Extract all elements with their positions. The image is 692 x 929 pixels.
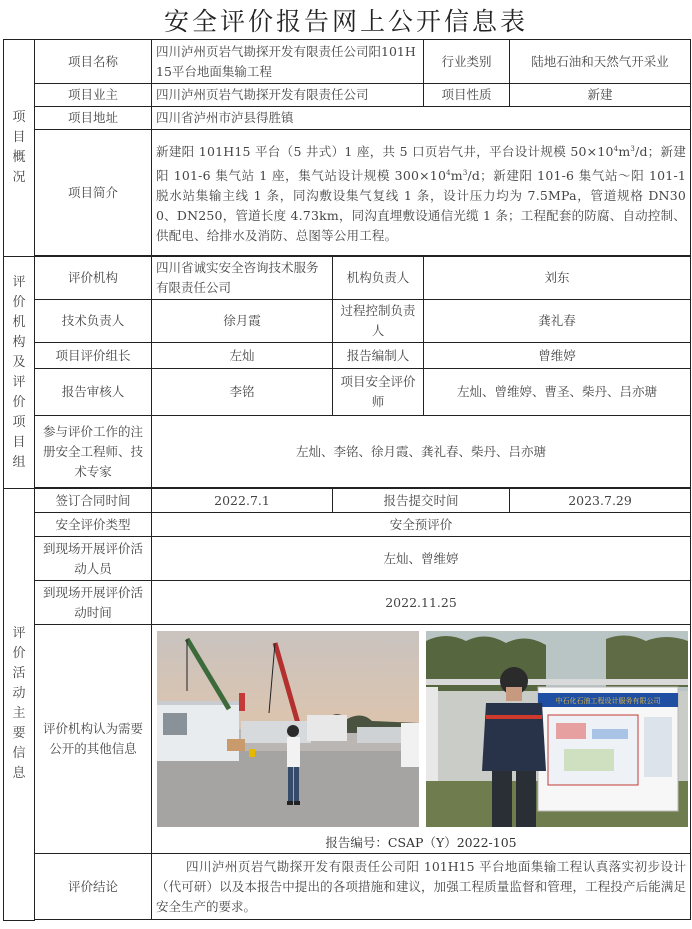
project-name: 四川泸州页岩气勘探开发有限责任公司阳101H15平台地面集输工程 [152,40,424,84]
project-name-label: 项目名称 [35,40,152,84]
intro-label: 项目简介 [35,130,152,256]
section-agency: 评价机构及评价项目组 [4,257,35,489]
staff-value: 左灿、曾维婷 [152,537,691,581]
section-overview: 项目概况 [4,40,35,257]
submit-label: 报告提交时间 [333,489,510,513]
site-photo-1 [157,631,419,827]
other-info-label: 评价机构认为需要公开的其他信息 [35,625,152,854]
type-label: 安全评价类型 [35,513,152,537]
site-photo-2 [426,631,688,827]
head-value: 刘东 [424,257,691,300]
industry-label: 行业类别 [424,40,510,84]
tech-label: 技术负责人 [35,300,152,343]
time-value: 2022.11.25 [152,581,691,625]
page-title: 安全评价报告网上公开信息表 [163,7,528,36]
report-number: 报告编号：CSAP（Y）2022-105 [325,835,517,850]
contract-date: 2022.7.1 [152,489,333,513]
project-intro: 新建阳 101H15 平台（5 井式）1 座，共 5 口页岩气井，平台设计规模 $50\times 10^4m^3/d$；新建阳 101-6 集气站 1 座，集气站设计规模 $300\times 10^4m^3/d$；新建阳 101-6 集气站～阳 101-1 脱水站集输主线 1 条，同沟敷设集气复线 1 条，设计压力均为 7.5MPa，管道规格 DN300、DN250，管道长度 4.73km，同沟直埋敷设通信光缆 1 条；工程配套的防腐、自动控制、供配电、给排水及消防、总图等公用工程。 [152,130,691,256]
other-info-cell [152,625,691,854]
assessors-label: 项目安全评价师 [333,369,424,416]
owner-label: 项目业主 [35,84,152,107]
nature-value: 新建 [510,84,691,107]
info-table [3,39,691,921]
industry-value: 陆地石油和天然气开采业 [510,40,691,84]
experts-value: 左灿、李铭、徐月霞、龚礼春、柴丹、吕亦瑭 [152,416,691,488]
svg-text:中石化石油工程设计服务有限公司: 中石化石油工程设计服务有限公司 [555,697,661,705]
writer-value: 曾维婷 [424,343,691,369]
reviewer-label: 报告审核人 [35,369,152,416]
leader-label: 项目评价组长 [35,343,152,369]
experts-label: 参与评价工作的注册安全工程师、技术专家 [35,416,152,488]
address-label: 项目地址 [35,107,152,130]
section-activities: 评价活动主要信息 [4,489,35,921]
owner-value: 四川泸州页岩气勘探开发有限责任公司 [152,84,424,107]
process-value: 龚礼春 [424,300,691,343]
assessors-value: 左灿、曾维婷、曹圣、柴丹、吕亦瑭 [424,369,691,416]
org-value: 四川省诚实安全咨询技术服务有限责任公司 [152,257,333,300]
conclusion-label: 评价结论 [35,854,152,920]
leader-value: 左灿 [152,343,333,369]
nature-label: 项目性质 [424,84,510,107]
org-label: 评价机构 [35,257,152,300]
time-label: 到现场开展评价活动时间 [35,581,152,625]
writer-label: 报告编制人 [333,343,424,369]
reviewer-value: 李铭 [152,369,333,416]
staff-label: 到现场开展评价活动人员 [35,537,152,581]
conclusion-value: 四川泸州页岩气勘探开发有限责任公司阳 101H15 平台地面集输工程认真落实初步设计（代可研）以及本报告中提出的各项措施和建议，加强工程质量监督和管理，工程投产后能满足安全生产的要求。 [152,854,691,920]
contract-label: 签订合同时间 [35,489,152,513]
tech-value: 徐月霞 [152,300,333,343]
address-value: 四川省泸州市泸县得胜镇 [152,107,691,130]
submit-date: 2023.7.29 [510,489,691,513]
process-label: 过程控制负责人 [333,300,424,343]
head-label: 机构负责人 [333,257,424,300]
type-value: 安全预评价 [152,513,691,537]
